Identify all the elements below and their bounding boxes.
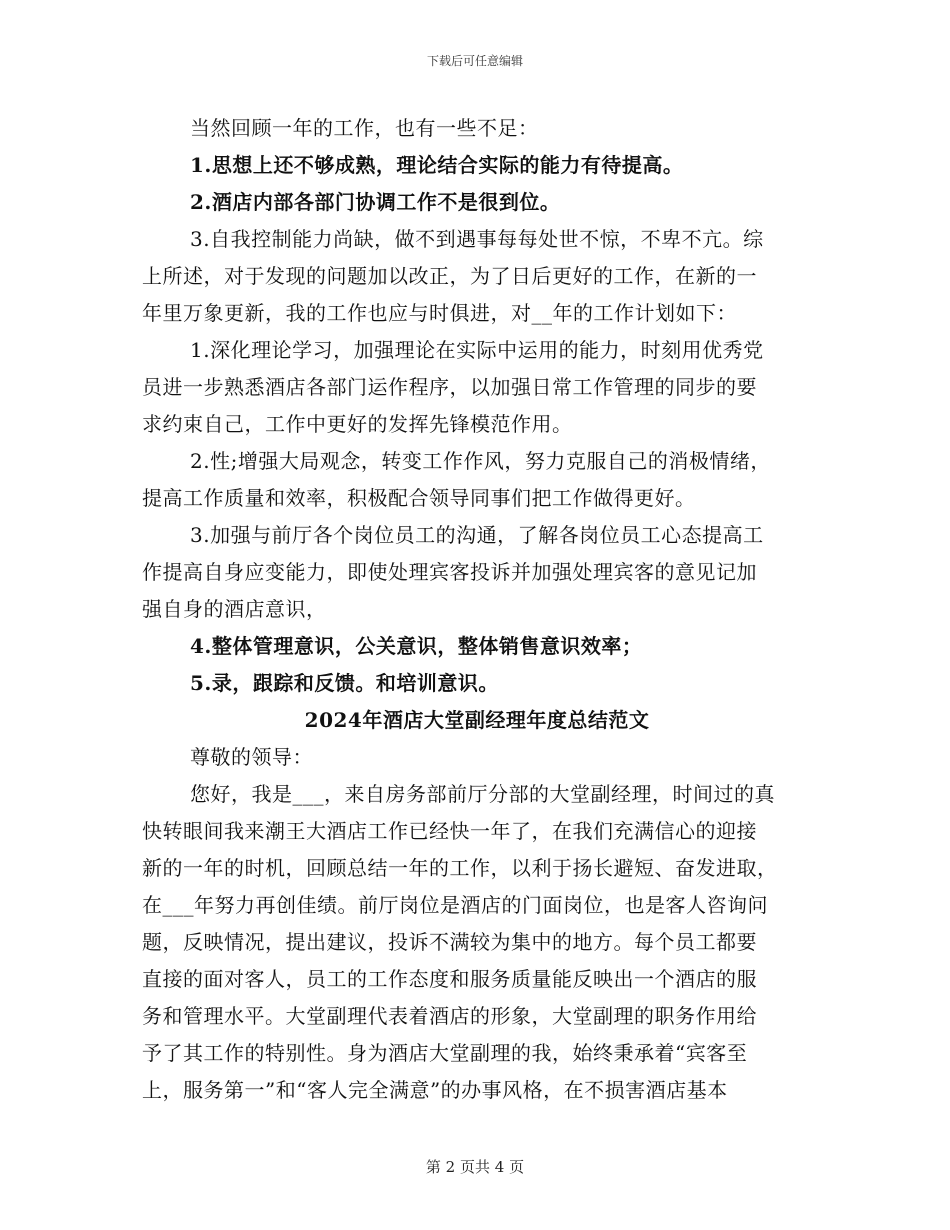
paragraph-line: 提高工作质量和效率，积极配合领导同事们把工作做得更好。	[142, 486, 696, 510]
paragraph-line: 1.思想上还不够成熟，理论结合实际的能力有待提高。	[190, 153, 684, 177]
paragraph-line: 2.性;增强大局观念，转变工作作风，努力克服自己的消极情绪，	[190, 449, 771, 473]
paragraph-line: 2.酒店内部各部门协调工作不是很到位。	[190, 190, 561, 214]
paragraph-line: 作提高自身应变能力，即使处理宾客投诉并加强处理宾客的意见记加	[142, 560, 757, 584]
paragraph-line: 上，服务第一”和“客人完全满意”的办事风格，在不损害酒店基本	[142, 1078, 728, 1102]
paragraph-line: 新的一年的时机，回顾总结一年的工作，以利于扬长避短、奋发进取，	[142, 856, 778, 880]
page-number: 第 2 页共 4 页	[425, 1158, 525, 1176]
paragraph-line: 予了其工作的特别性。身为酒店大堂副理的我，始终秉承着“宾客至	[142, 1041, 748, 1065]
paragraph-line: 4.整体管理意识，公关意识，整体销售意识效率；	[190, 634, 643, 658]
paragraph-line: 求约束自己，工作中更好的发挥先锋模范作用。	[142, 412, 573, 436]
paragraph-line: 1.深化理论学习，加强理论在实际中运用的能力，时刻用优秀党	[190, 338, 764, 362]
paragraph-line: 在___年努力再创佳绩。前厅岗位是酒店的门面岗位，也是客人咨询问	[142, 893, 768, 917]
document-title: 2024年酒店大堂副经理年度总结范文	[304, 708, 650, 732]
paragraph-line: 您好，我是___，来自房务部前厅分部的大堂副经理，时间过的真	[190, 782, 775, 806]
paragraph-line: 快转眼间我来潮王大酒店工作已经快一年了，在我们充满信心的迎接	[142, 819, 757, 843]
page-header: 下载后可任意编辑	[426, 54, 523, 68]
paragraph-line: 强自身的酒店意识，	[142, 597, 327, 621]
paragraph-line: 直接的面对客人，员工的工作态度和服务质量能反映出一个酒店的服	[142, 967, 757, 991]
paragraph-line: 题，反映情况，提出建议，投诉不满较为集中的地方。每个员工都要	[142, 930, 757, 954]
paragraph-line: 员进一步熟悉酒店各部门运作程序，以加强日常工作管理的同步的要	[142, 375, 757, 399]
paragraph-line: 当然回顾一年的工作，也有一些不足：	[190, 116, 539, 140]
salutation: 尊敬的领导：	[190, 745, 313, 769]
paragraph-line: 务和管理水平。大堂副理代表着酒店的形象，大堂副理的职务作用给	[142, 1004, 757, 1028]
paragraph-line: 3.自我控制能力尚缺，做不到遇事每每处世不惊，不卑不亢。综	[190, 227, 764, 251]
paragraph-line: 年里万象更新，我的工作也应与时俱进，对__年的工作计划如下：	[142, 301, 737, 325]
paragraph-line: 5.录，跟踪和反馈。和培训意识。	[190, 671, 499, 695]
paragraph-line: 上所述，对于发现的问题加以改正，为了日后更好的工作，在新的一	[142, 264, 757, 288]
document-body	[142, 110, 812, 1109]
paragraph-line: 3.加强与前厅各个岗位员工的沟通，了解各岗位员工心态提高工	[190, 523, 764, 547]
